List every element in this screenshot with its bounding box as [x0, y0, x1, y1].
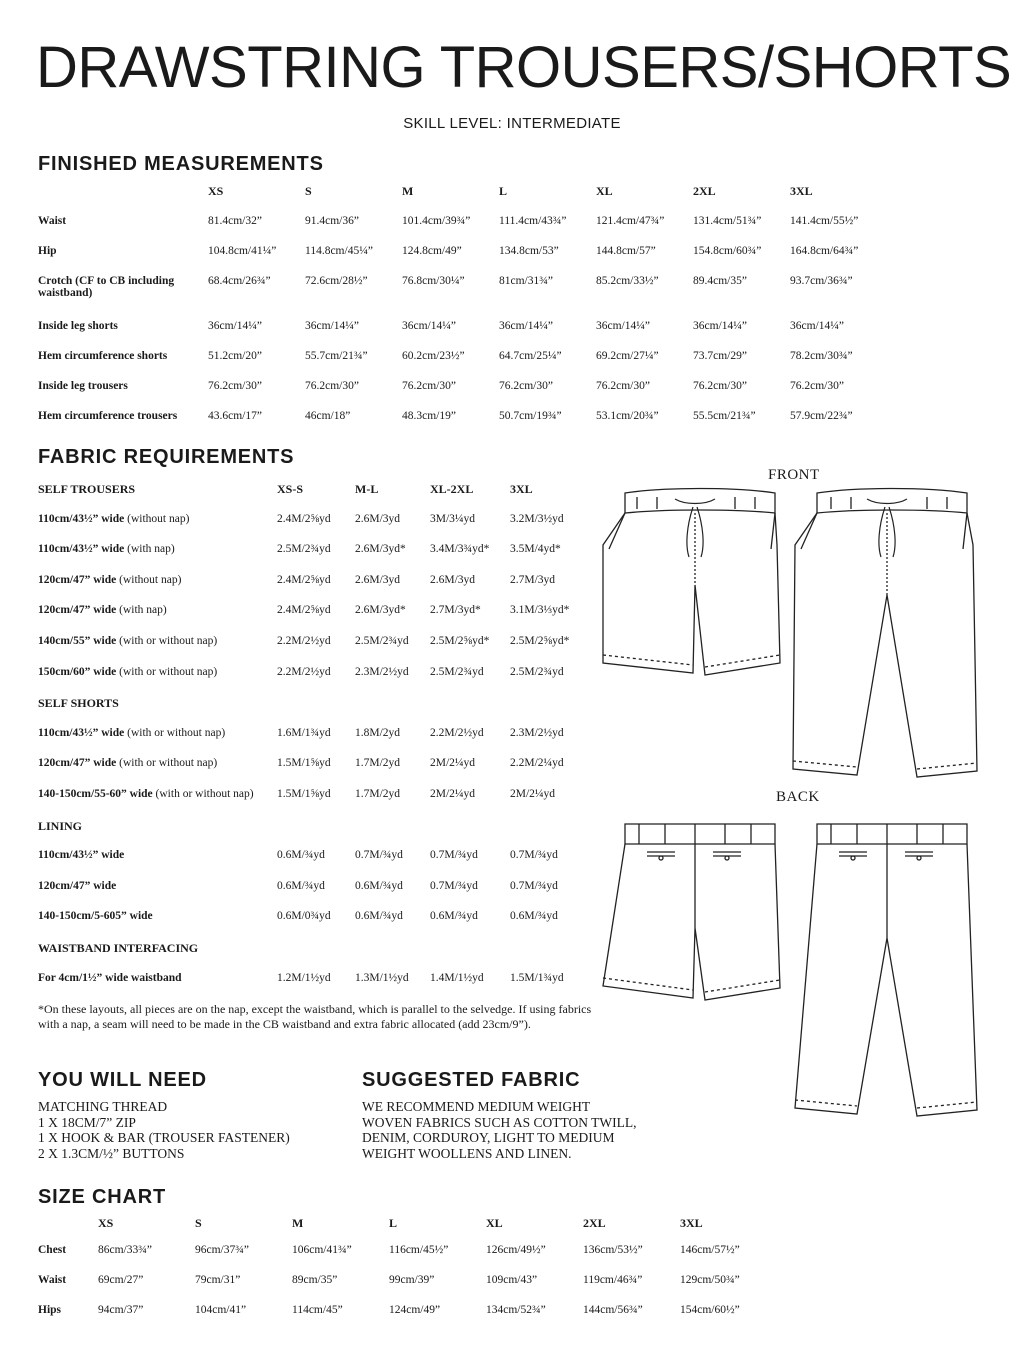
table-cell: 101.4cm/39¾” [402, 215, 471, 227]
table-cell: 69.2cm/27¼” [596, 350, 659, 362]
row-label: Inside leg shorts [38, 320, 118, 332]
table-row [38, 275, 887, 320]
list-item: 1 X HOOK & BAR (TROUSER FASTENER) [38, 1130, 290, 1145]
table-cell: 0.6M/¾yd [510, 910, 558, 923]
fabric-width: For 4cm/1½” wide waistband [38, 971, 182, 984]
table-cell: 50.7cm/19¾” [499, 410, 562, 422]
table-cell: 85.2cm/33½” [596, 275, 659, 287]
table-cell: 1.8M/2yd [355, 726, 401, 739]
list-item: 2 X 1.3CM/½” BUTTONS [38, 1145, 185, 1161]
table-cell: 1.5M/1¾yd [510, 971, 564, 984]
table-cell: 3M/3¼yd [430, 512, 476, 525]
table-cell: 2.4M/2⅝yd [277, 512, 331, 525]
table-cell: 1.4M/1½yd [430, 971, 484, 984]
size-header: S [195, 1216, 202, 1230]
table-cell: 55.7cm/21¾” [305, 350, 368, 362]
size-header: XS-S [277, 482, 304, 496]
header-blank [38, 1216, 98, 1244]
table-cell: 2.3M/2½yd [510, 726, 564, 739]
table-cell: 1.5M/1⅝yd [277, 757, 331, 770]
table-cell: 144cm/56¾” [583, 1304, 643, 1316]
fabric-width: 110cm/43½” wide [38, 726, 125, 739]
table-cell: 0.6M/¾yd [277, 879, 325, 892]
size-header: M [402, 184, 414, 198]
table-cell: 76.2cm/30” [208, 380, 262, 392]
back-label: BACK [776, 789, 820, 805]
fabric-width: 110cm/43½” wide [38, 512, 125, 525]
table-cell: 0.7M/¾yd [430, 879, 478, 892]
row-label: Waist [38, 215, 67, 227]
table-cell: 99cm/39” [389, 1274, 435, 1286]
table-cell: 2.5M/2¾yd [355, 634, 409, 647]
row-label [38, 666, 277, 697]
table-cell: 2.2M/2½yd [277, 634, 331, 647]
table-row [38, 604, 590, 635]
table-row [38, 849, 590, 880]
table-cell: 2.2M/2½yd [430, 726, 484, 739]
fabric-width: 140cm/55” wide [38, 634, 117, 647]
row-label [38, 849, 277, 880]
table-row [38, 1244, 777, 1274]
table-row [38, 1274, 777, 1304]
nap-note: (with or without nap) [116, 665, 218, 678]
table-cell: 0.6M/¾yd [355, 910, 403, 923]
section-header-row [38, 819, 590, 850]
table-cell: 136cm/53½” [583, 1244, 643, 1256]
table-cell: 64.7cm/25¼” [499, 350, 562, 362]
table-cell: 1.6M/1¾yd [277, 726, 331, 739]
back-garment-illustration [595, 818, 995, 1128]
table-cell: 76.2cm/30” [790, 380, 844, 392]
section-title: SELF SHORTS [38, 696, 119, 711]
table-cell: 2.2M/2¼yd [510, 757, 564, 770]
nap-note: (without nap) [124, 512, 190, 525]
table-cell: 119cm/46¾” [583, 1274, 643, 1286]
table-cell: 76.2cm/30” [499, 380, 553, 392]
finished-measurements-table [38, 184, 887, 440]
table-row [38, 574, 590, 605]
text-line: DENIM, CORDUROY, LIGHT TO MEDIUM [362, 1130, 615, 1145]
size-header: XL-2XL [430, 482, 474, 496]
table-row [38, 727, 590, 758]
size-header: L [499, 184, 508, 198]
table-cell: 36cm/14¼” [596, 320, 650, 332]
table-cell: 1.3M/1½yd [355, 971, 409, 984]
table-cell: 3.2M/3½yd [510, 512, 564, 525]
table-cell: 36cm/14¼” [208, 320, 262, 332]
row-label: Waist [38, 1274, 67, 1286]
size-header: S [305, 184, 312, 198]
section-header-row [38, 482, 590, 513]
table-cell: 96cm/37¾” [195, 1244, 249, 1256]
table-cell: 124.8cm/49” [402, 245, 462, 257]
table-row [38, 410, 887, 440]
table-cell: 57.9cm/22¾” [790, 410, 853, 422]
section-title: WAISTBAND INTERFACING [38, 940, 199, 955]
list-item: MATCHING THREAD [38, 1099, 168, 1114]
nap-note: (with nap) [124, 543, 175, 556]
size-header: M-L [355, 482, 379, 496]
table-cell: 104.8cm/41¼” [208, 245, 277, 257]
table-cell: 76.2cm/30” [596, 380, 650, 392]
table-row [38, 380, 887, 410]
fabric-width: 110cm/43½” wide [38, 543, 125, 556]
row-label: Crotch (CF to CB including waistband) [38, 275, 175, 299]
table-cell: 106cm/41¾” [292, 1244, 352, 1256]
section-title: SELF TROUSERS [38, 482, 136, 496]
table-row [38, 1304, 777, 1334]
table-cell: 2M/2¼yd [430, 787, 476, 800]
table-cell: 134.8cm/53” [499, 245, 559, 257]
table-row [38, 972, 590, 1003]
row-label: Inside leg trousers [38, 380, 128, 392]
table-cell: 72.6cm/28½” [305, 275, 368, 287]
table-row [38, 666, 590, 697]
table-cell: 81.4cm/32” [208, 215, 262, 227]
table-cell: 43.6cm/17” [208, 410, 262, 422]
table-cell: 60.2cm/23½” [402, 350, 465, 362]
table-cell: 2.6M/3yd* [355, 604, 406, 617]
table-cell: 0.7M/¾yd [510, 849, 558, 862]
table-cell: 2.5M/2⅝yd* [430, 634, 490, 647]
table-cell: 121.4cm/47¾” [596, 215, 665, 227]
table-cell: 114.8cm/45¼” [305, 245, 373, 257]
table-cell: 109cm/43” [486, 1274, 538, 1286]
fabric-note: *On these layouts, all pieces are on the nap, except the waistband, which is parallel to the selvedge. If using fabrics with a nap, a seam will need to be made in the CB waistband and extra fabric allocated (add 23cm/9”). [38, 1002, 592, 1031]
size-header: 3XL [790, 184, 813, 198]
table-cell: 0.7M/¾yd [355, 849, 403, 862]
section-header-row [38, 941, 590, 972]
skill-level: SKILL LEVEL: INTERMEDIATE [403, 115, 621, 132]
text-line: WOVEN FABRICS SUCH AS COTTON TWILL, [362, 1114, 637, 1130]
table-cell: 68.4cm/26¾” [208, 275, 271, 287]
size-header: M [292, 1216, 304, 1230]
size-header: 2XL [693, 184, 716, 198]
size-header: XS [98, 1216, 114, 1230]
table-cell: 2.6M/3yd [355, 573, 401, 586]
row-label [38, 635, 277, 666]
table-cell: 76.2cm/30” [402, 380, 456, 392]
table-cell: 3.1M/3⅓yd* [510, 604, 570, 617]
finished-measurements-heading: FINISHED MEASUREMENTS [38, 153, 324, 175]
size-header: XL [486, 1216, 503, 1230]
page-title: DRAWSTRING TROUSERS/SHORTS [36, 35, 1012, 100]
table-cell: 0.6M/0¾yd [277, 910, 331, 923]
table-cell: 0.6M/¾yd [430, 910, 478, 923]
nap-note: (with or without nap) [116, 757, 218, 770]
table-cell: 129cm/50¾” [680, 1274, 740, 1286]
table-cell: 2.4M/2⅝yd [277, 573, 331, 586]
suggested-fabric-text [362, 1099, 637, 1161]
nap-note: (with nap) [116, 604, 167, 617]
table-row [38, 320, 887, 350]
back-shorts-drawing [603, 824, 780, 1000]
table-cell: 111.4cm/43¾” [499, 215, 567, 227]
table-cell: 36cm/14¼” [790, 320, 844, 332]
front-label: FRONT [768, 467, 820, 483]
table-cell: 114cm/45” [292, 1304, 343, 1316]
size-chart-table [38, 1216, 777, 1334]
size-header: 3XL [510, 482, 533, 496]
table-cell: 76.2cm/30” [305, 380, 359, 392]
text-line: WEIGHT WOOLLENS AND LINEN. [362, 1145, 572, 1161]
section-header-row [38, 696, 590, 727]
fabric-requirements-heading: FABRIC REQUIREMENTS [38, 446, 295, 468]
size-header: XS [208, 184, 224, 198]
table-cell: 2.5M/2¾yd [430, 665, 484, 678]
row-label [38, 574, 277, 605]
table-cell: 91.4cm/36” [305, 215, 359, 227]
table-row [38, 543, 590, 574]
fabric-width: 120cm/47” wide [38, 757, 117, 770]
table-cell: 146cm/57½” [680, 1244, 740, 1256]
row-label [38, 972, 277, 1003]
row-label [38, 543, 277, 574]
table-cell: 48.3cm/19” [402, 410, 456, 422]
size-header: L [389, 1216, 398, 1230]
table-cell: 144.8cm/57” [596, 245, 656, 257]
row-label [38, 788, 277, 819]
table-cell: 76.8cm/30¼” [402, 275, 465, 287]
nap-note: (without nap) [116, 573, 182, 586]
table-cell: 0.7M/¾yd [430, 849, 478, 862]
table-cell: 2.7M/3yd [510, 573, 556, 586]
row-label [38, 757, 277, 788]
size-chart-heading: SIZE CHART [38, 1186, 166, 1208]
table-cell: 2.3M/2½yd [355, 665, 409, 678]
nap-note: (with or without nap) [116, 634, 218, 647]
table-cell: 36cm/14¼” [402, 320, 456, 332]
fabric-width: 120cm/47” wide [38, 879, 117, 892]
nap-note: (with or without nap) [152, 787, 254, 800]
table-cell: 73.7cm/29” [693, 350, 747, 362]
table-cell: 2.5M/2¾yd [277, 543, 331, 556]
table-row [38, 245, 887, 275]
size-header: 2XL [583, 1216, 606, 1230]
table-cell: 2.6M/3yd [430, 573, 476, 586]
table-cell: 1.2M/1½yd [277, 971, 331, 984]
table-cell: 2M/2¼yd [510, 787, 556, 800]
table-cell: 69cm/27” [98, 1274, 144, 1286]
table-cell: 2.6M/3yd [355, 512, 401, 525]
front-trousers-drawing [793, 489, 977, 778]
table-cell: 53.1cm/20¾” [596, 410, 659, 422]
row-label: Hem circumference trousers [38, 410, 178, 422]
table-cell: 78.2cm/30¾” [790, 350, 853, 362]
row-label: Hem circumference shorts [38, 350, 168, 362]
table-cell: 116cm/45½” [389, 1244, 449, 1256]
table-header-row [38, 1216, 777, 1244]
fabric-width: 140-150cm/5-605” wide [38, 910, 153, 923]
table-cell: 104cm/41” [195, 1304, 247, 1316]
front-shorts-drawing [603, 489, 780, 676]
you-will-need-list [38, 1099, 290, 1161]
table-cell: 94cm/37” [98, 1304, 144, 1316]
table-cell: 3.5M/4yd* [510, 543, 561, 556]
row-label [38, 513, 277, 544]
table-cell: 1.7M/2yd [355, 787, 401, 800]
table-cell: 36cm/14¼” [693, 320, 747, 332]
table-cell: 89cm/35” [292, 1274, 338, 1286]
table-row [38, 880, 590, 911]
table-cell: 154cm/60½” [680, 1304, 740, 1316]
size-header: 3XL [680, 1216, 703, 1230]
size-header: XL [596, 184, 613, 198]
table-cell: 2.5M/2⅝yd* [510, 634, 570, 647]
fabric-width: 140-150cm/55-60” wide [38, 787, 153, 800]
suggested-fabric-heading: SUGGESTED FABRIC [362, 1069, 581, 1091]
table-cell: 89.4cm/35” [693, 275, 747, 287]
fabric-requirements-table [38, 482, 590, 1002]
row-label: Hips [38, 1304, 62, 1316]
row-label: Hip [38, 245, 57, 257]
table-row [38, 350, 887, 380]
table-cell: 2.2M/2½yd [277, 665, 331, 678]
table-cell: 0.7M/¾yd [510, 879, 558, 892]
nap-note: (with or without nap) [124, 726, 226, 739]
table-cell: 55.5cm/21¾” [693, 410, 756, 422]
table-header-row [38, 184, 887, 215]
row-label [38, 910, 277, 941]
table-cell: 124cm/49” [389, 1304, 441, 1316]
fabric-width: 110cm/43½” wide [38, 849, 125, 862]
table-cell: 81cm/31¾” [499, 275, 553, 287]
table-row [38, 910, 590, 941]
text-line: WE RECOMMEND MEDIUM WEIGHT [362, 1099, 591, 1114]
table-cell: 86cm/33¾” [98, 1244, 152, 1256]
table-cell: 131.4cm/51¾” [693, 215, 762, 227]
row-label [38, 604, 277, 635]
table-cell: 36cm/14¼” [305, 320, 359, 332]
table-row [38, 215, 887, 245]
table-row [38, 788, 590, 819]
fabric-width: 120cm/47” wide [38, 604, 117, 617]
fabric-width: 120cm/47” wide [38, 573, 117, 586]
table-cell: 79cm/31” [195, 1274, 241, 1286]
table-cell: 3.4M/3¾yd* [430, 543, 490, 556]
table-cell: 2.4M/2⅝yd [277, 604, 331, 617]
table-row [38, 757, 590, 788]
table-cell: 141.4cm/55½” [790, 215, 859, 227]
table-cell: 1.5M/1⅝yd [277, 787, 331, 800]
table-cell: 0.6M/¾yd [355, 879, 403, 892]
table-cell: 2.7M/3yd* [430, 604, 481, 617]
table-cell: 2.5M/2¾yd [510, 665, 564, 678]
table-cell: 76.2cm/30” [693, 380, 747, 392]
table-cell: 51.2cm/20” [208, 350, 262, 362]
back-trousers-drawing [795, 824, 977, 1116]
table-cell: 2.6M/3yd* [355, 543, 406, 556]
front-garment-illustration [595, 485, 995, 785]
table-cell: 1.7M/2yd [355, 757, 401, 770]
list-item: 1 X 18CM/7” ZIP [38, 1114, 136, 1130]
table-cell: 126cm/49½” [486, 1244, 546, 1256]
row-label: Chest [38, 1244, 67, 1256]
table-row [38, 635, 590, 666]
table-cell: 154.8cm/60¾” [693, 245, 762, 257]
table-cell: 2M/2¼yd [430, 757, 476, 770]
you-will-need-heading: YOU WILL NEED [38, 1069, 207, 1091]
section-title: LINING [38, 818, 83, 833]
row-label [38, 880, 277, 911]
table-cell: 36cm/14¼” [499, 320, 553, 332]
header-blank [38, 184, 208, 215]
table-cell: 93.7cm/36¾” [790, 275, 853, 287]
table-row [38, 513, 590, 544]
table-cell: 46cm/18” [305, 410, 351, 422]
table-cell: 164.8cm/64¾” [790, 245, 859, 257]
fabric-width: 150cm/60” wide [38, 665, 117, 678]
row-label [38, 727, 277, 758]
table-cell: 134cm/52¾” [486, 1304, 546, 1316]
table-cell: 0.6M/¾yd [277, 849, 325, 862]
